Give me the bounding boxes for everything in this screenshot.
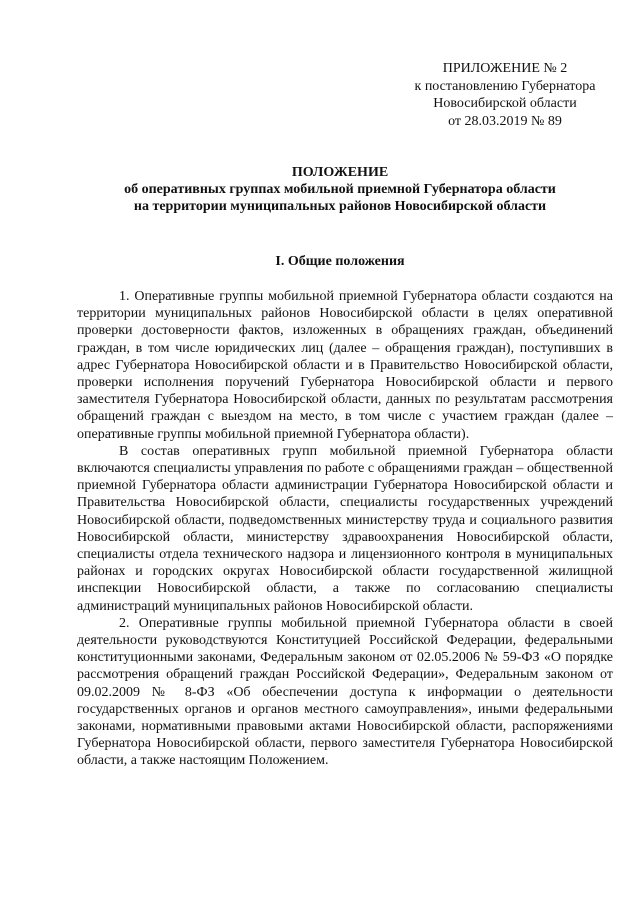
title-main: ПОЛОЖЕНИЕ bbox=[291, 165, 389, 180]
section-heading: I. Общие положения bbox=[275, 254, 405, 269]
appendix-region: Новосибирской области bbox=[433, 96, 577, 111]
document-title bbox=[60, 164, 620, 215]
paragraph: В состав оперативных групп мобильной приемной Губернатора области включаются специалисты управления по работе с обращениями граждан – общественной приемной Губернатора области администрации Губернатора Новосибирской области и Правительства Новосибирской области, специалисты государственных учреждений Новосибирской области, подведомственных министерству труда и социального развития Новосибирской области, министерству здравоохранения Новосибирской области, специалисты отдела технического надзора и лицензионного контроля в муниципальных районах и городских округах Новосибирской области государственной жилищной инспекции Новосибирской области, а также по согласованию специалисты администраций муниципальных районов Новосибирской области. bbox=[77, 443, 613, 614]
appendix-block bbox=[395, 60, 615, 130]
title-subtitle-2: на территории муниципальных районов Новосибирской области bbox=[133, 199, 547, 214]
title-subtitle-1: об оперативных группах мобильной приемной Губернатора области bbox=[124, 182, 556, 197]
appendix-date-number: от 28.03.2019 № 89 bbox=[448, 113, 562, 129]
body-text bbox=[77, 288, 613, 770]
paragraph: 2. Оперативные группы мобильной приемной Губернатора области в своей деятельности руководствуются Конституцией Российской Федерации, федеральными конституционными законами, Федеральным законом от 02.05.2006 № 59-ФЗ «О порядке рассмотрения обращений граждан Российской Федерации», Федеральным законом от 09.02.2009 № 8-ФЗ «Об обеспечении доступа к информации о деятельности государственных органов и органов местного самоуправления», иными федеральными законами, нормативными правовыми актами Новосибирской области, распоряжениями Губернатора Новосибирской области, первого заместителя Губернатора Новосибирской области, а также настоящим Положением. bbox=[77, 615, 613, 769]
appendix-reference: к постановлению Губернатора bbox=[414, 78, 596, 94]
appendix-number: ПРИЛОЖЕНИЕ № 2 bbox=[442, 61, 568, 76]
paragraph: 1. Оперативные группы мобильной приемной Губернатора области создаются на территории муниципальных районов Новосибирской области в целях оперативной проверки достоверности фактов, изложенных в обращениях граждан, объединений граждан, в том числе юридических лиц (далее – обращения граждан), поступивших в адрес Губернатора Новосибирской области и в Правительство Новосибирской области, проверки исполнения поручений Губернатора Новосибирской области и первого заместителя Губернатора Новосибирской области, данных по результатам рассмотрения обращений граждан с выездом на место, в том числе с участием граждан (далее – оперативные группы мобильной приемной Губернатора области). bbox=[77, 289, 613, 442]
